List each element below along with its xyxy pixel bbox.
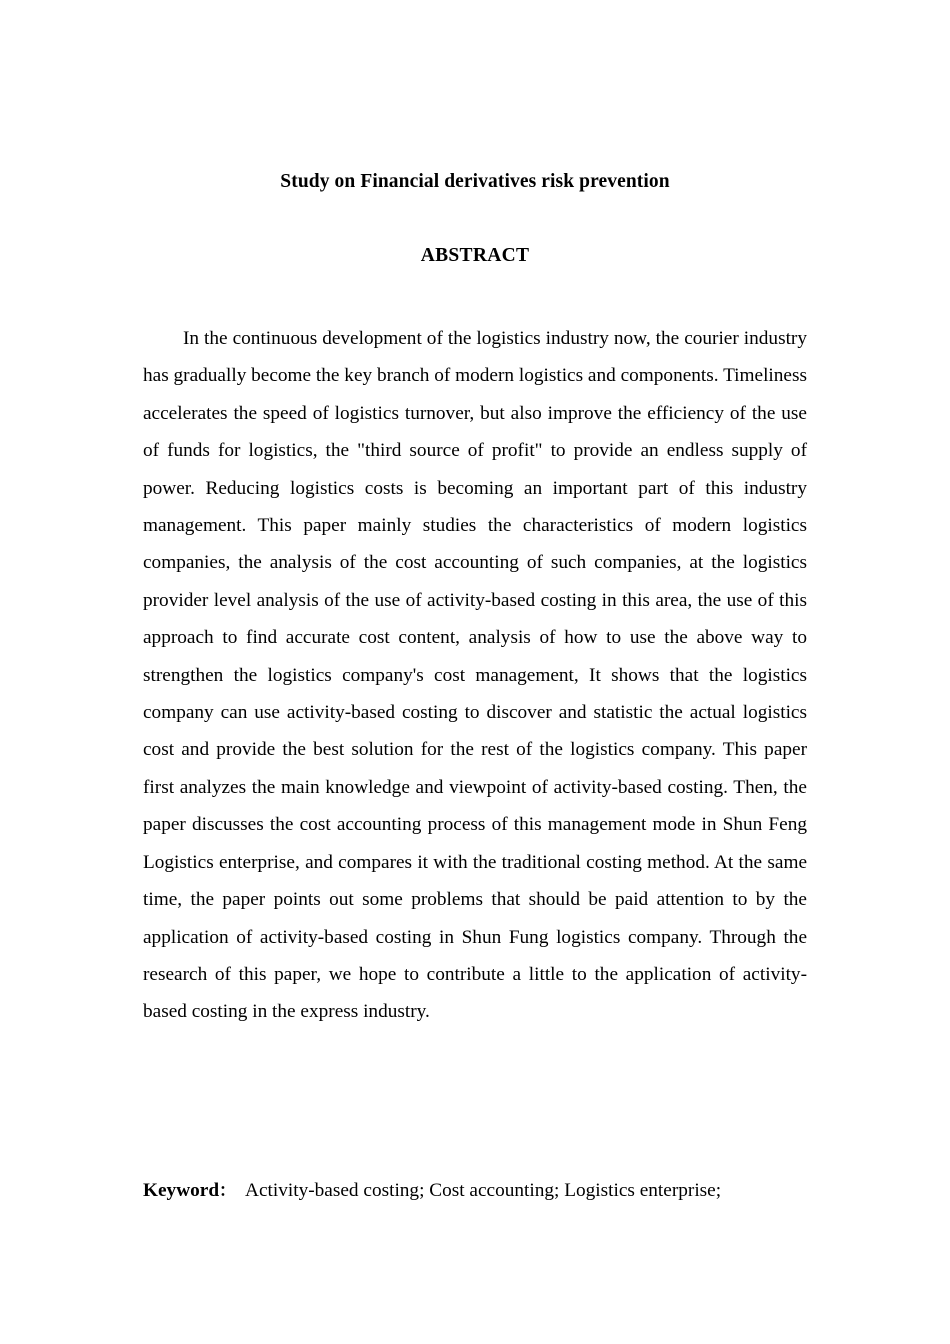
page-title: Study on Financial derivatives risk prevention — [280, 171, 670, 192]
keyword-line — [143, 1176, 807, 1206]
keyword-values: Activity-based costing; Cost accounting; Logistics enterprise; — [245, 1180, 722, 1201]
keyword-colon: ： — [219, 1181, 237, 1201]
abstract-body-paragraph: In the continuous development of the logistics industry now, the courier industry has gradually become the key branch of modern logistics and components. Timeliness accelerates the speed of logistics turnover, but also improve the efficiency of the use of funds for logistics, the "third source of profit" to provide an endless supply of power. Reducing logistics costs is becoming an important part of this industry management. This paper mainly studies the characteristics of modern logistics companies, the analysis of the cost accounting of such companies, at the logistics provider level analysis of the use of activity-based costing in this area, the use of this approach to find accurate cost content, analysis of how to use the above way to strengthen the logistics company's cost management, It shows that the logistics company can use activity-based costing to discover and statistic the actual logistics cost and provide the best solution for the rest of the logistics company. This paper first analyzes the main knowledge and viewpoint of activity-based costing. Then, the paper discusses the cost accounting process of this management mode in Shun Feng Logistics enterprise, and compares it with the traditional costing method. At the same time, the paper points out some problems that should be paid attention to by the application of activity-based costing in Shun Fung logistics company. Through the research of this paper, we hope to contribute a little to the application of activity-based costing in the express industry. — [143, 328, 807, 1023]
keyword-label: Keyword — [143, 1180, 220, 1201]
abstract-heading: ABSTRACT — [420, 245, 530, 266]
